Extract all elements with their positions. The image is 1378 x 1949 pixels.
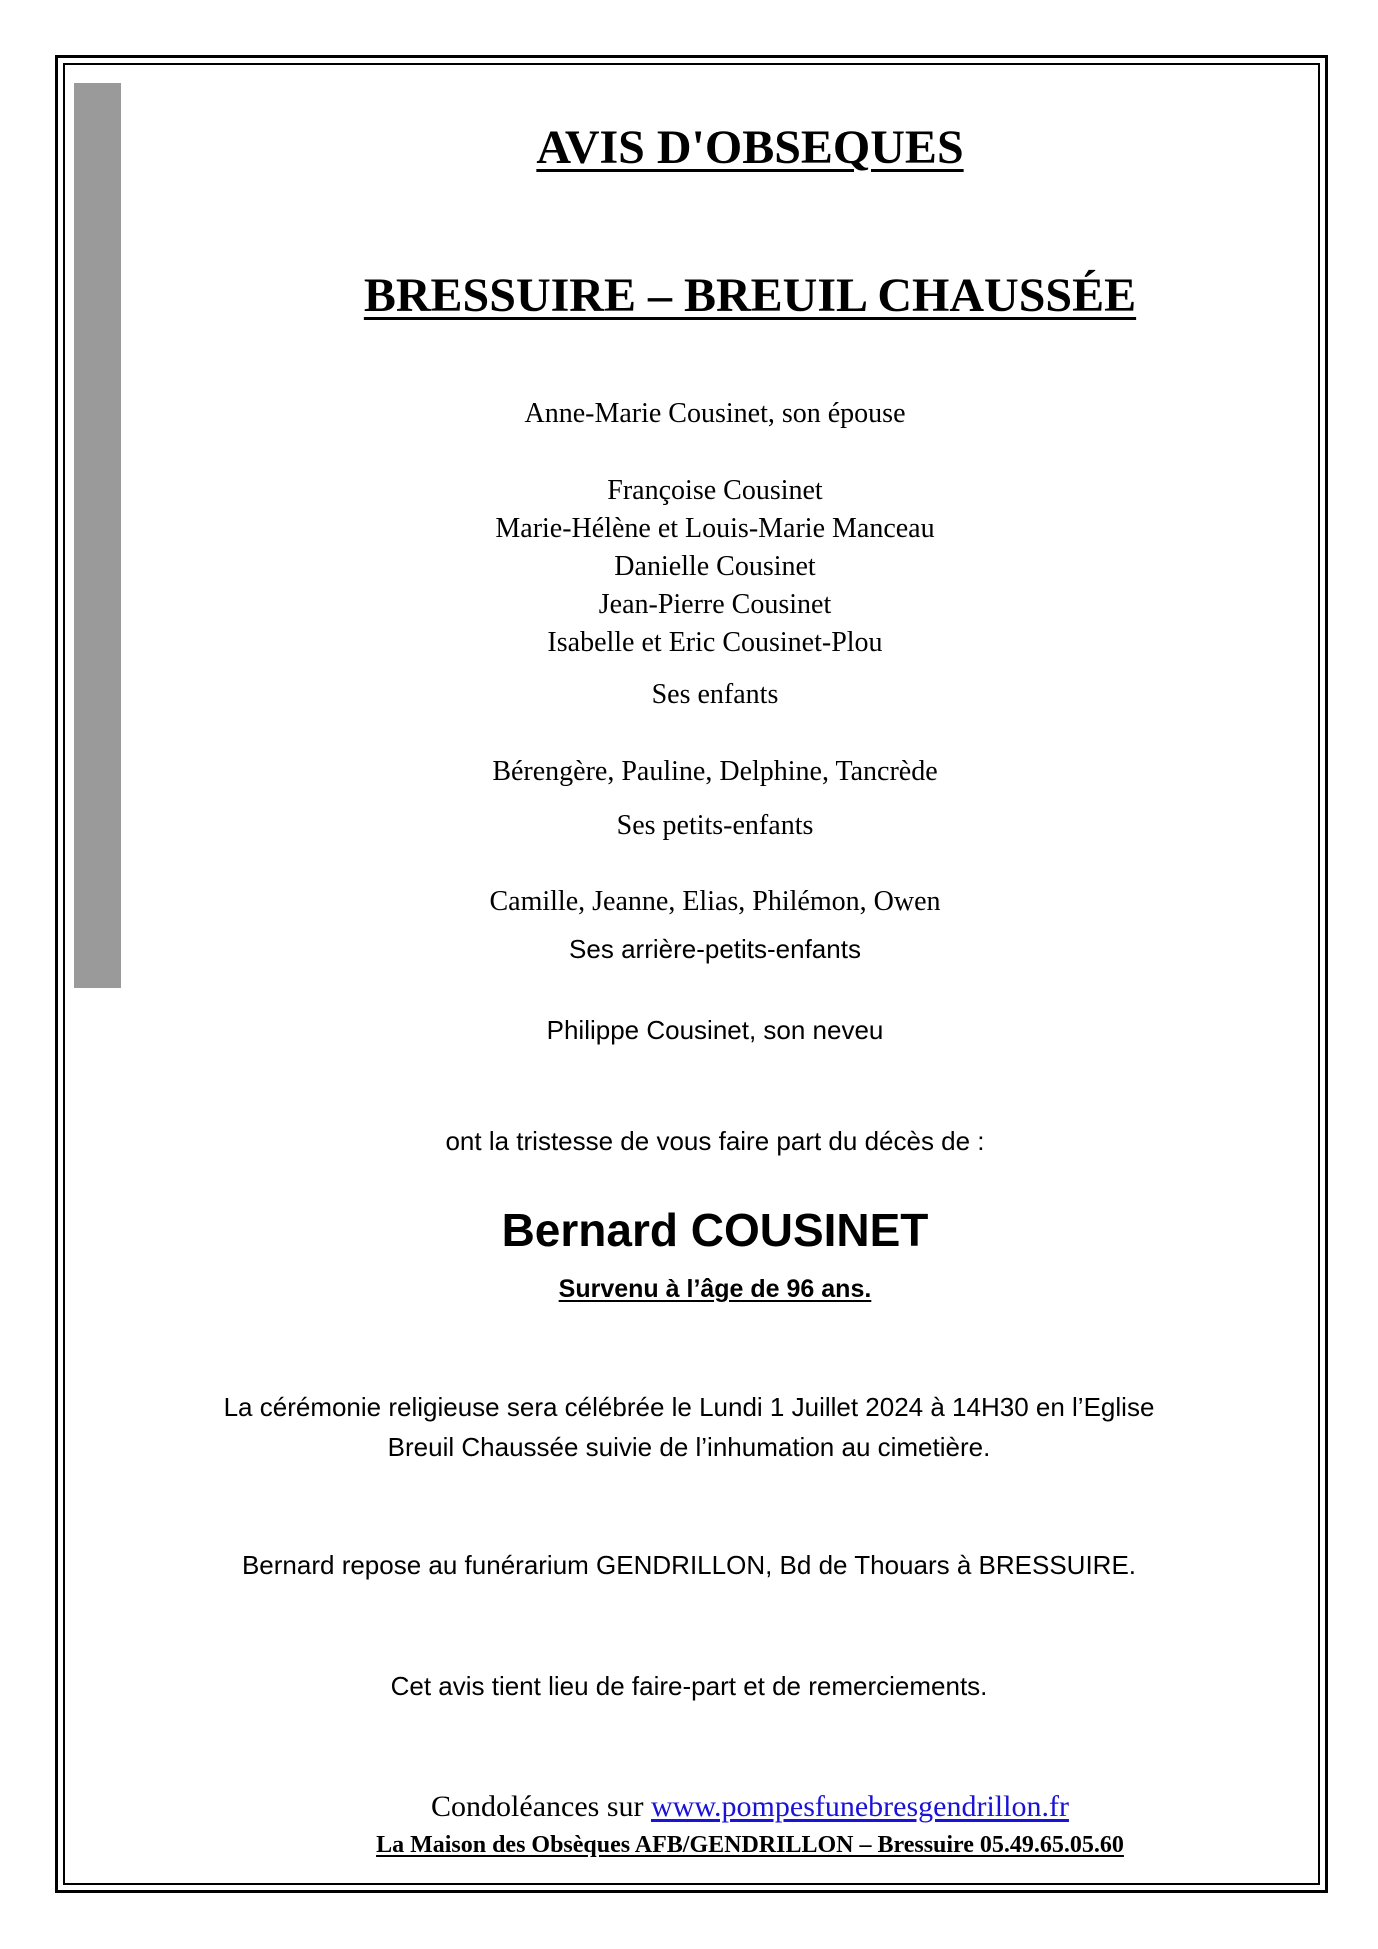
child-line: Jean-Pierre Cousinet — [598, 589, 832, 620]
notice-location: BRESSUIRE – BREUIL CHAUSSÉE — [363, 269, 1137, 322]
condolences-line — [140, 1790, 1360, 1824]
ceremony-line-1: La cérémonie religieuse sera célébrée le Lundi 1 Juillet 2024 à 14H30 en l’Eglise — [223, 1392, 1155, 1422]
notice-line: Cet avis tient lieu de faire-part et de remerciements. — [390, 1671, 988, 1701]
company-line: La Maison des Obsèques AFB/GENDRILLON – Bressuire 05.49.65.05.60 — [376, 1832, 1124, 1858]
repose-line: Bernard repose au funérarium GENDRILLON, Bd de Thouars à BRESSUIRE. — [241, 1550, 1137, 1580]
great-grandchildren-line: Camille, Jeanne, Elias, Philémon, Owen — [489, 886, 941, 917]
deceased-name: Bernard COUSINET — [501, 1204, 929, 1256]
condolences-prefix: Condoléances sur — [431, 1790, 651, 1823]
child-line: Isabelle et Eric Cousinet-Plou — [547, 627, 883, 658]
deceased-age: Survenu à l’âge de 96 ans. — [558, 1275, 872, 1303]
spouse-line: Anne-Marie Cousinet, son épouse — [524, 398, 906, 429]
great-grandchildren-label: Ses arrière-petits-enfants — [569, 934, 861, 964]
grandchildren-line: Bérengère, Pauline, Delphine, Tancrède — [492, 756, 938, 787]
website-link[interactable]: www.pompesfunebresgendrillon.fr — [651, 1790, 1069, 1823]
child-line: Françoise Cousinet — [607, 475, 823, 506]
notice-title: AVIS D'OBSEQUES — [536, 121, 964, 174]
announcement-intro: ont la tristesse de vous faire part du décès de : — [445, 1126, 985, 1156]
ceremony-line-2: Breuil Chaussée suivie de l’inhumation au cimetière. — [387, 1432, 991, 1462]
grandchildren-label: Ses petits-enfants — [616, 810, 814, 841]
decorative-side-bar — [74, 83, 121, 988]
inner-border — [63, 63, 1320, 1885]
child-line: Danielle Cousinet — [614, 551, 816, 582]
child-line: Marie-Hélène et Louis-Marie Manceau — [495, 513, 935, 544]
nephew-line: Philippe Cousinet, son neveu — [546, 1015, 884, 1045]
children-label: Ses enfants — [651, 679, 779, 710]
